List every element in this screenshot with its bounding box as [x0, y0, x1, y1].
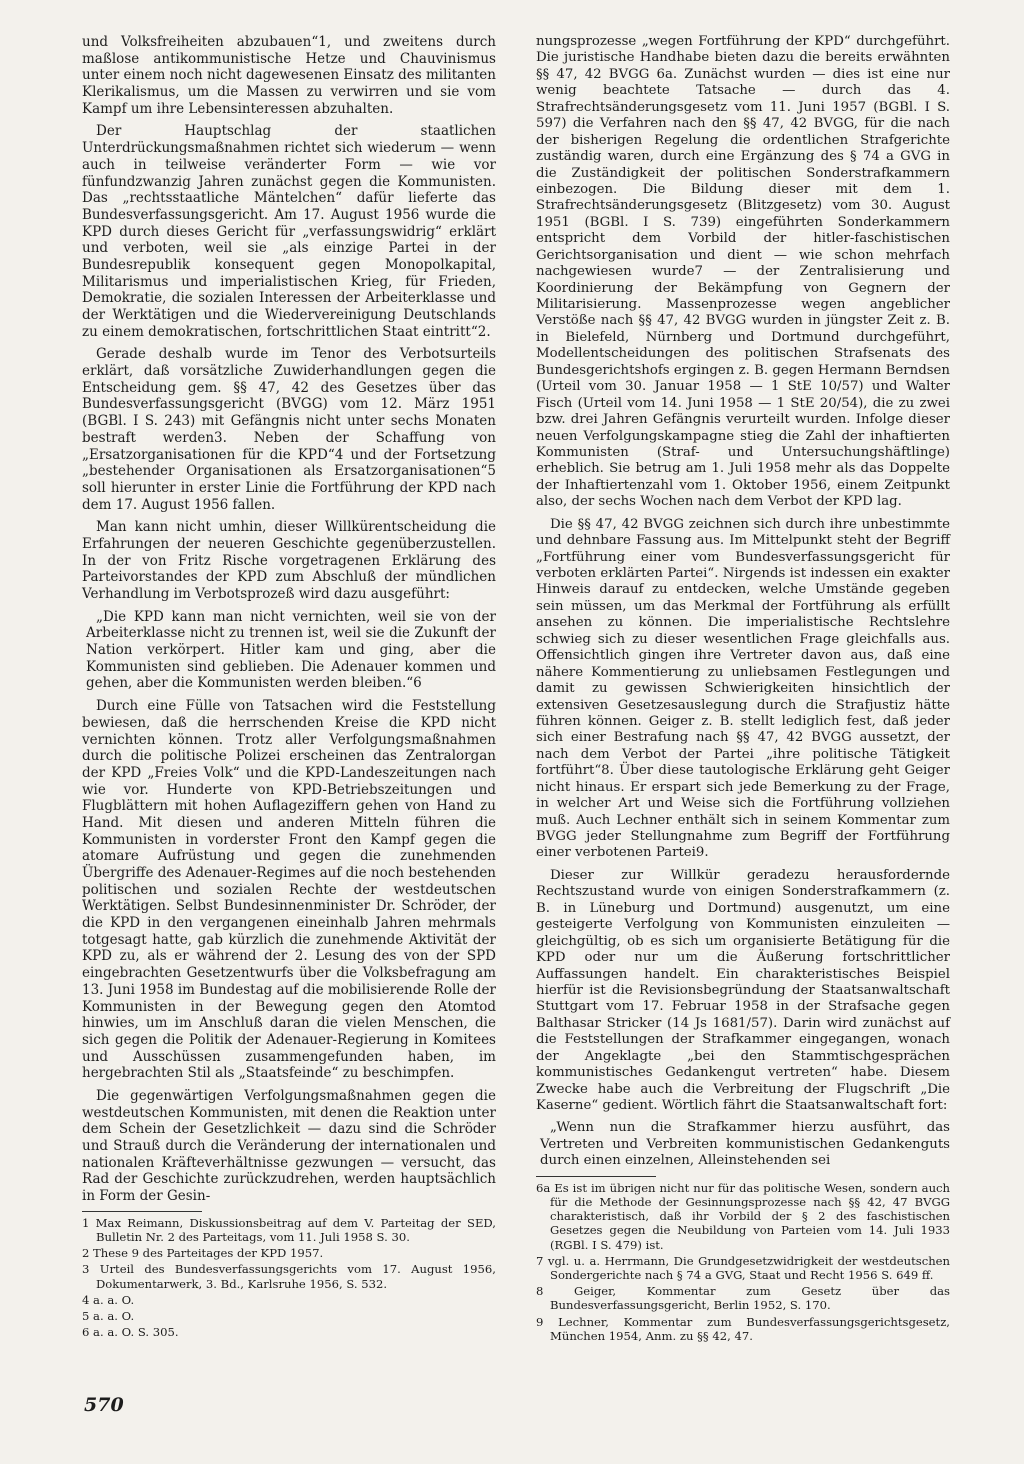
paragraph: Die gegenwärtigen Verfolgungsmaßnahmen gegen die westdeutschen Kommunisten, mit denen die Reaktion unter dem Schein der Gesetzlichkeit — dazu sind die Schröder und Strauß durch die Veränderung der internationalen und nationalen Kräfteverhältnisse gezwungen — versucht, das Rad der Geschichte zurückzudrehen, werden hauptsächlich in Form der Gesin-: [82, 1087, 496, 1205]
footnote: 4 a. a. O.: [82, 1292, 135, 1307]
paragraph: Der Hauptschlag der staatlichen Unterdrückungsmaßnahmen richtet sich wiederum — wenn auch in teilweise veränderter Form — wie vor fünfundzwanzig Jahren zunächst gegen die Kommunisten. Das „rechtsstaatliche Mäntelchen“ dafür lieferte das Bundesverfassungsgericht. Am 17. August 1956 wurde die KPD durch dieses Gericht für „verfassungswidrig“ erklärt und verboten, weil sie „als einzige Partei in der Bundesrepublik konsequent gegen Monopolkapital, Militarismus und imperialistischen Krieg, für Frieden, Demokratie, die sozialen Interessen der Arbeiterklasse und der Werktätigen und die Wiedervereinigung Deutschlands zu einem demokratischen, fortschrittlichen Staat eintritt“2.: [82, 123, 496, 340]
paragraph: Dieser zur Willkür geradezu herausfordernde Rechtszustand wurde von einigen Sonderstrafkammern (z. B. in Lüneburg und Dortmund) ausgenutzt, um eine gesteigerte Verfolgung von Kommunisten einzuleiten — gleichgültig, ob es sich um organisierte Betätigung für die KPD oder nur um die Äußerung fortschrittlicher Auffassungen handelt. Ein charakteristisches Beispiel hierfür ist die Revisionsbegründung der Staatsanwaltschaft Stuttgart vom 17. Februar 1958 in der Strafsache gegen Balthasar Stricker (14 Js 1681/57). Darin wird zunächst auf die Feststellungen der Strafkammer eingegangen, wonach der Angeklagte „bei den Stammtischgesprächen kommunistisches Gedankengut vertreten“ habe. Diesem Zwecke habe auch die Verbreitung der Flugschrift „Die Kaserne“ gedient. Wörtlich fährt die Staatsanwaltschaft fort:: [536, 867, 950, 1113]
paragraph: nungsprozesse „wegen Fortführung der KPD“ durchgeführt. Die juristische Handhabe bieten dazu die bereits erwähnten §§ 47, 42 BVGG 6a. Zunächst wurden — dies ist eine nur wenig beachtete Tatsache — durch das 4. Strafrechtsänderungsgesetz vom 11. Juni 1957 (BGBl. I S. 597) die Verfahren nach den §§ 47, 42 BVGG, für die nach der bisherigen Regelung die ordentlichen Strafgerichte zuständig waren, durch eine Ergänzung des § 74 a GVG in die Zuständigkeit der politischen Sonderstrafkammern einbezogen. Die Bildung dieser mit dem 1. Strafrechtsänderungsgesetz (Blitzgesetz) vom 30. August 1951 (BGBl. I S. 739) eingeführten Sonderkammern entspricht dem Vorbild der hitler-faschistischen Gerichtsorganisation und dient — wie schon mehrfach nachgewiesen wurde7 — der Zentralisierung und Koordinierung der Bekämpfung von Gegnern der Militarisierung. Massenprozesse wegen angeblicher Verstöße nach §§ 47, 42 BVGG wurden in jüngster Zeit z. B. in Bielefeld, Nürnberg und Dortmund durchgeführt, Modellentscheidungen des politischen Strafsenats des Bundesgerichtshofs ergingen z. B. gegen Hermann Berndsen (Urteil vom 30. Januar 1958 — 1 StE 10/57) und Walter Fisch (Urteil vom 14. Juni 1958 — 1 StE 20/54), die zu zwei bzw. drei Jahren Gefängnis verurteilt wurden. Infolge dieser neuen Verfolgungskampagne stieg die Zahl der inhaftierten Kommunisten (Straf- und Untersuchungshäftlinge) erheblich. Sie betrug am 1. Juli 1958 mehr als das Doppelte der Inhaftiertenzahl vom 1. Oktober 1956, einem Zeitpunkt also, der sechs Wochen nach dem Verbot der KPD lag.: [536, 34, 950, 510]
footnote: 6a Es ist im übrigen nicht nur für das politische Wesen, sondern auch für die Methode der Gesinnungsprozesse nach §§ 42, 47 BVGG charakteristisch, daß ihr Vorbild der § 2 des faschistischen Gesetzes gegen die Neubildung von Parteien vom 14. Juli 1933 (RGBl. I S. 479) ist.: [536, 1180, 950, 1252]
block-quote: „Die KPD kann man nicht vernichten, weil sie von der Arbeiterklasse nicht zu trennen ist, weil sie die Zukunft der Nation verkörpert. Hitler kam und ging, aber die Kommunisten sind geblieben. Die Adenauer kommen und gehen, aber die Kommunisten werden bleiben.“6: [86, 608, 496, 692]
footnote-divider: [536, 1176, 656, 1177]
paragraph: Die §§ 47, 42 BVGG zeichnen sich durch ihre unbestimmte und dehnbare Fassung aus. Im Mittelpunkt steht der Begriff „Fortführung einer vom Bundesverfassungsgericht für verboten erklärten Partei“. Nirgends ist indessen ein exakter Hinweis darauf zu entdecken, welche Umstände gegeben sein müssen, um das Merkmal der Fortführung als erfüllt ansehen zu können. Die imperialistische Rechtslehre schwieg sich zu dieser wesentlichen Frage gleichfalls aus. Offensichtlich gingen ihre Vertreter davon aus, daß eine nähere Kommentierung zu unliebsamen Festlegungen und damit zu gewissen Schwierigkeiten hinsichtlich der extensiven Gesetzesauslegung durch die Strafjustiz hätte führen können. Geiger z. B. stellt lediglich fest, daß jeder sich einer Bestrafung nach §§ 47, 42 BVGG aussetzt, der nach dem Verbot der Partei „ihre politische Tätigkeit fortführt“8. Über diese tautologische Erklärung geht Geiger nicht hinaus. Er erspart sich jede Bemerkung zu der Frage, in welcher Art und Weise sich die Fortführung vollziehen muß. Auch Lechner enthält sich in seinem Kommentar zum BVGG jeder Stellungnahme zum Begriff der Fortführung einer verbotenen Partei9.: [536, 516, 950, 861]
footnote: 7 vgl. u. a. Herrmann, Die Grundgesetzwidrigkeit der westdeutschen Sondergerichte nach § 74 a GVG, Staat und Recht 1956 S. 649 ff.: [536, 1253, 950, 1282]
block-quote: „Wenn nun die Strafkammer hierzu ausführt, das Vertreten und Verbreiten kommunistischen Gedankenguts durch einen einzelnen, Alleinstehenden sei: [540, 1120, 950, 1169]
paragraph: und Volksfreiheiten abzubauen“1, und zweitens durch maßlose antikommunistische Hetze und Chauvinismus unter einem noch nicht dagewesenen Einsatz des militanten Klerikalismus, um die Massen zu verwirren und sie vom Kampf um ihre Lebensinteressen abzuhalten.: [82, 34, 496, 117]
footnote: 2 These 9 des Parteitages der KPD 1957.: [82, 1246, 324, 1261]
paragraph: Durch eine Fülle von Tatsachen wird die Feststellung bewiesen, daß die herrschenden Kreise die KPD nicht vernichten können. Trotz aller Verfolgungsmaßnahmen durch die politische Polizei erscheinen das Zentralorgan der KPD „Freies Volk“ und die KPD-Landeszeitungen nach wie vor. Hunderte von KPD-Betriebszeitungen und Flugblättern mit hohen Auflageziffern gehen von Hand zu Hand. Mit diesen und anderen Mitteln führen die Kommunisten in vorderster Front den Kampf gegen die atomare Aufrüstung und gegen die zunehmenden Übergriffe des Adenauer-Regimes auf die noch bestehenden politischen und sozialen Rechte der westdeutschen Werktätigen. Selbst Bundesinnenminister Dr. Schröder, der die KPD in den vergangenen eineinhalb Jahren mehrmals totgesagt hatte, gab kürzlich die zunehmende Aktivität der KPD zu, als er während der 2. Lesung des von der SPD eingebrachten Gesetzentwurfs über die Volksbefragung am 13. Juni 1958 im Bundestag auf die mobilisierende Rolle der Kommunisten in der Bewegung gegen den Atomtod hinwies, um im Anschluß daran die vielen Menschen, die sich gegen die Politik der Adenauer-Regierung in Komitees und Ausschüssen zusammengefunden haben, im hergebrachten Stil als „Staatsfeinde“ zu beschimpfen.: [82, 698, 496, 1082]
footnote: 1 Max Reimann, Diskussionsbeitrag auf dem V. Parteitag der SED, Bulletin Nr. 2 des Parteitags, vom 11. Juli 1958 S. 30.: [82, 1215, 496, 1244]
right-column: [536, 34, 950, 1345]
left-column: [82, 34, 496, 1341]
footnote: 3 Urteil des Bundesverfassungsgerichts vom 17. August 1956, Dokumentarwerk, 3. Bd., Karlsruhe 1956, S. 532.: [82, 1262, 496, 1291]
paragraph: Gerade deshalb wurde im Tenor des Verbotsurteils erklärt, daß vorsätzliche Zuwiderhandlungen gegen die Entscheidung gem. §§ 47, 42 des Gesetzes über das Bundesverfassungsgericht (BVGG) vom 12. März 1951 (BGBl. I S. 243) mit Gefängnis nicht unter sechs Monaten bestraft werden3. Neben der Schaffung von „Ersatzorganisationen für die KPD“4 und der Fortsetzung „bestehender Organisationen als Ersatzorganisationen“5 soll hierunter in erster Linie die Fortführung der KPD nach dem 17. August 1956 fallen.: [82, 346, 496, 513]
footnote: 6 a. a. O. S. 305.: [82, 1325, 179, 1340]
page-number: 570: [84, 1394, 124, 1416]
footnote: 5 a. a. O.: [82, 1308, 135, 1323]
footnote: 9 Lechner, Kommentar zum Bundesverfassungsgerichtsgesetz, München 1954, Anm. zu §§ 42, 47.: [536, 1314, 950, 1343]
paragraph: Man kann nicht umhin, dieser Willkürentscheidung die Erfahrungen der neueren Geschichte gegenüberzustellen. In der von Fritz Rische vorgetragenen Erklärung des Parteivorstandes der KPD zum Abschluß der mündlichen Verhandlung im Verbotsprozeß wird dazu ausgeführt:: [82, 519, 496, 602]
footnote-divider: [82, 1211, 202, 1212]
footnote: 8 Geiger, Kommentar zum Gesetz über das Bundesverfassungsgericht, Berlin 1952, S. 170.: [536, 1284, 950, 1313]
